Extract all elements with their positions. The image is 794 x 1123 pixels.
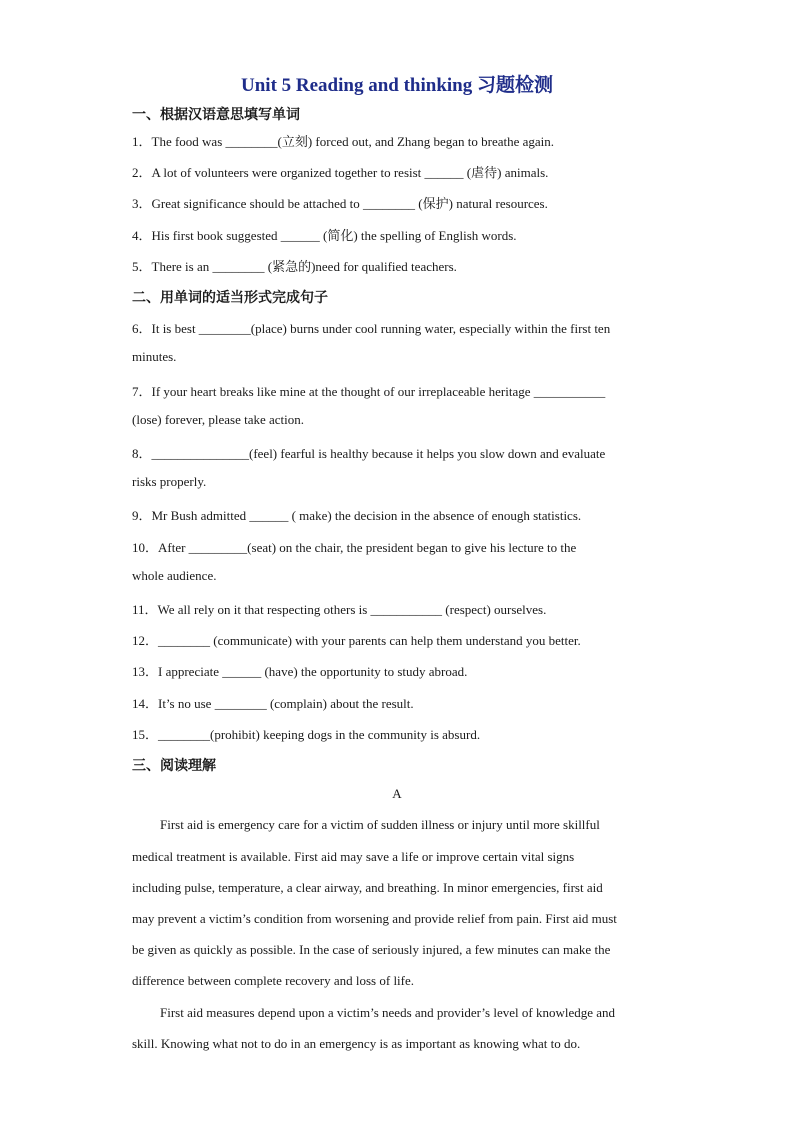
question-5: 5．There is an ________ (紧急的)need for qualified teachers. [132,259,457,274]
question-3: 3．Great significance should be attached to ________ (保护) natural resources. [132,196,548,211]
question-14: 14．It’s no use ________ (complain) about the result. [132,696,414,711]
question-9: 9．Mr Bush admitted ______ ( make) the decision in the absence of enough statistics. [132,508,582,523]
question-8: 8．_______________(feel) fearful is healthy because it helps you slow down and evaluate [132,446,606,461]
passage-line: may prevent a victim’s condition from worsening and provide relief from pain. First aid must [132,911,617,926]
passage-line: difference between complete recovery and loss of life. [132,973,415,988]
passage-line: First aid measures depend upon a victim’s needs and provider’s level of knowledge and [160,1005,616,1020]
question-13: 13．I appreciate ______ (have) the opportunity to study abroad. [132,664,468,679]
question-1: 1．The food was ________(立刻) forced out, and Zhang began to breathe again. [132,134,555,149]
question-8-cont: risks properly. [132,474,207,489]
question-10-cont: whole audience. [132,568,217,583]
page-title: Unit 5 Reading and thinking 习题检测 [241,75,553,96]
passage-line: skill. Knowing what not to do in an emergency is as important as knowing what to do. [132,1036,581,1051]
section-1-heading: 一、根据汉语意思填写单词 [132,107,300,123]
question-7: 7．If your heart breaks like mine at the thought of our irreplaceable heritage ___________ [132,384,606,399]
question-6-cont: minutes. [132,349,177,364]
passage-line: including pulse, temperature, a clear airway, and breathing. In minor emergencies, first aid [132,880,603,895]
question-12: 12．________ (communicate) with your parents can help them understand you better. [132,633,581,648]
question-15: 15．________(prohibit) keeping dogs in the community is absurd. [132,727,481,742]
section-2-heading: 二、用单词的适当形式完成句子 [132,290,328,306]
question-11: 11．We all rely on it that respecting others is ___________ (respect) ourselves. [132,602,547,617]
section-3-heading: 三、阅读理解 [132,758,216,774]
question-2: 2．A lot of volunteers were organized together to resist ______ (虐待) animals. [132,165,549,180]
passage-label: A [392,786,402,801]
question-10: 10．After _________(seat) on the chair, the president began to give his lecture to the [132,540,577,555]
passage-line: First aid is emergency care for a victim of sudden illness or injury until more skillful [160,817,600,832]
question-6: 6．It is best ________(place) burns under cool running water, especially within the first ten [132,321,611,336]
question-7-cont: (lose) forever, please take action. [132,412,305,427]
question-4: 4．His first book suggested ______ (简化) the spelling of English words. [132,228,517,243]
passage-line: be given as quickly as possible. In the case of seriously injured, a few minutes can make the [132,942,611,957]
passage-line: medical treatment is available. First aid may save a life or improve certain vital signs [132,849,575,864]
